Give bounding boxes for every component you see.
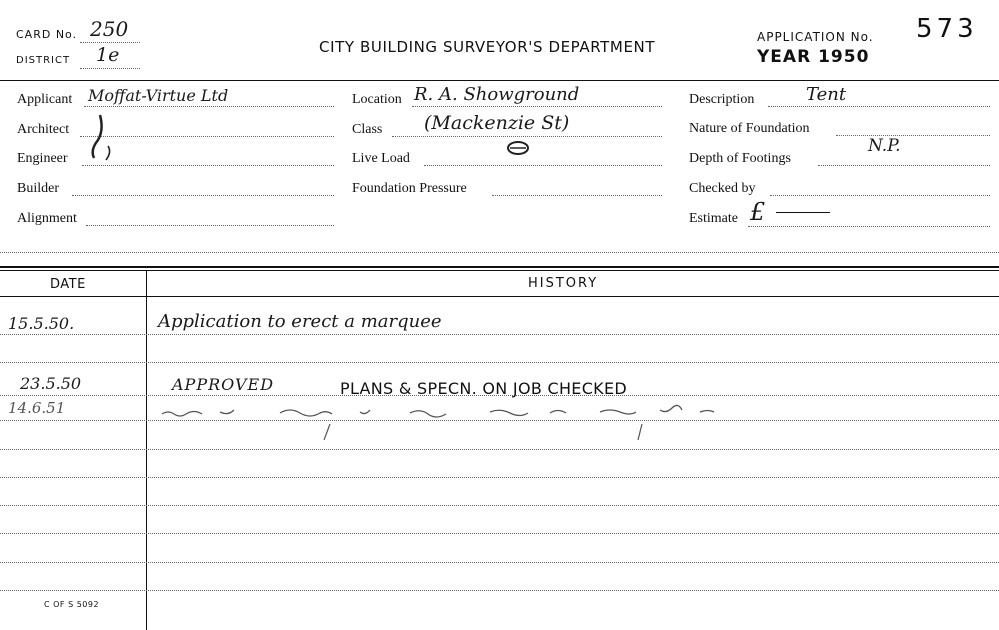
live-load-label: Live Load <box>352 151 410 166</box>
district-label: DISTRICT <box>16 55 71 66</box>
department-title: CITY BUILDING SURVEYOR'S DEPARTMENT <box>319 38 656 56</box>
application-number: 573 <box>916 14 978 44</box>
estimate-stroke <box>776 212 830 213</box>
faint-handwriting <box>160 400 730 446</box>
card-no-rule <box>80 42 140 43</box>
district-value: 1e <box>96 44 120 66</box>
engineer-label: Engineer <box>17 151 68 166</box>
row-date: 14.6.51 <box>8 399 66 417</box>
table-line <box>0 362 999 363</box>
table-line <box>0 590 999 591</box>
estimate-label: Estimate <box>689 211 738 226</box>
nature-of-foundation-label: Nature of Foundation <box>689 121 810 136</box>
district-rule <box>80 68 140 69</box>
description-value: Tent <box>806 84 847 105</box>
fields-blank-line <box>0 252 999 253</box>
builder-label: Builder <box>17 181 59 196</box>
table-line <box>0 505 999 506</box>
estimate-value: £ <box>750 198 766 226</box>
checked-by-label: Checked by <box>689 181 756 196</box>
card-no-value: 250 <box>90 17 129 41</box>
year-label: YEAR 1950 <box>757 47 870 67</box>
application-label: APPLICATION No. <box>757 30 874 44</box>
ink-blot-mark <box>506 138 532 158</box>
depth-of-footings-label: Depth of Footings <box>689 151 791 166</box>
location-value: R. A. Showground <box>414 84 580 105</box>
card-no-label: CARD No. <box>16 28 78 41</box>
handwritten-scribble <box>70 110 130 170</box>
row-date: 15.5.50. <box>8 314 75 333</box>
location-label: Location <box>352 92 402 107</box>
class-label: Class <box>352 122 383 137</box>
table-top-rule-1 <box>0 266 999 268</box>
date-column-header: DATE <box>50 277 86 292</box>
architect-label: Architect <box>17 122 70 137</box>
history-column-header: HISTORY <box>528 276 599 291</box>
row-history: APPROVED <box>172 375 275 394</box>
applicant-value: Moffat-Virtue Ltd <box>88 86 229 105</box>
class-value: (Mackenzie St) <box>424 112 570 134</box>
row-date: 23.5.50 <box>20 374 82 393</box>
table-header-rule <box>0 296 999 297</box>
row-history: Application to erect a marquee <box>158 311 442 332</box>
alignment-label: Alignment <box>17 211 77 226</box>
table-line <box>0 449 999 450</box>
description-label: Description <box>689 92 755 107</box>
table-line <box>0 334 999 335</box>
depth-of-footings-value: N.P. <box>868 136 901 156</box>
column-divider <box>146 271 147 630</box>
applicant-label: Applicant <box>17 92 73 107</box>
approval-stamp: PLANS & SPECN. ON JOB CHECKED <box>340 379 628 398</box>
table-line <box>0 533 999 534</box>
foundation-pressure-label: Foundation Pressure <box>352 181 467 196</box>
table-top-rule-2 <box>0 270 999 271</box>
header-rule <box>0 80 999 81</box>
table-line <box>0 477 999 478</box>
form-code: C OF S 5092 <box>44 600 100 609</box>
table-line <box>0 562 999 563</box>
